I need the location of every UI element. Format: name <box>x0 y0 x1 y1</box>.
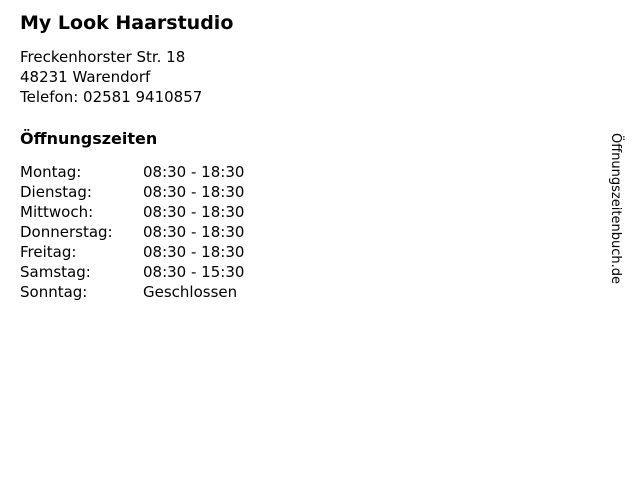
opening-hours-table <box>20 162 244 302</box>
hours-value: 08:30 - 18:30 <box>143 163 245 181</box>
day-label: Dienstag: <box>20 183 92 201</box>
day-label: Donnerstag: <box>20 223 113 241</box>
opening-hours-row-freitag <box>20 242 244 262</box>
hours-value: Geschlossen <box>143 283 238 301</box>
opening-hours-row-samstag <box>20 262 244 282</box>
day-label: Freitag: <box>20 243 77 261</box>
address-street: Freckenhorster Str. 18 <box>20 48 186 66</box>
brand-link-oeffnungszeitenbuch[interactable]: Öffnungszeitenbuch.de <box>608 133 623 284</box>
day-label: Mittwoch: <box>20 203 94 221</box>
page-title: My Look Haarstudio <box>20 12 234 34</box>
address-city: 48231 Warendorf <box>20 68 151 86</box>
opening-hours-row-montag <box>20 162 244 182</box>
opening-hours-row-mittwoch <box>20 202 244 222</box>
address-block <box>20 47 244 107</box>
day-label: Sonntag: <box>20 283 88 301</box>
hours-value: 08:30 - 15:30 <box>143 263 245 281</box>
phone-line: Telefon: 02581 9410857 <box>20 88 203 106</box>
day-label: Samstag: <box>20 263 91 281</box>
hours-value: 08:30 - 18:30 <box>143 183 245 201</box>
hours-value: 08:30 - 18:30 <box>143 243 245 261</box>
opening-hours-row-dienstag <box>20 182 244 202</box>
day-label: Montag: <box>20 163 82 181</box>
opening-hours-row-sonntag <box>20 282 244 302</box>
opening-hours-row-donnerstag <box>20 222 244 242</box>
hours-value: 08:30 - 18:30 <box>143 223 245 241</box>
main-content <box>20 0 244 302</box>
hours-value: 08:30 - 18:30 <box>143 203 245 221</box>
opening-hours-heading: Öffnungszeiten <box>20 129 158 148</box>
